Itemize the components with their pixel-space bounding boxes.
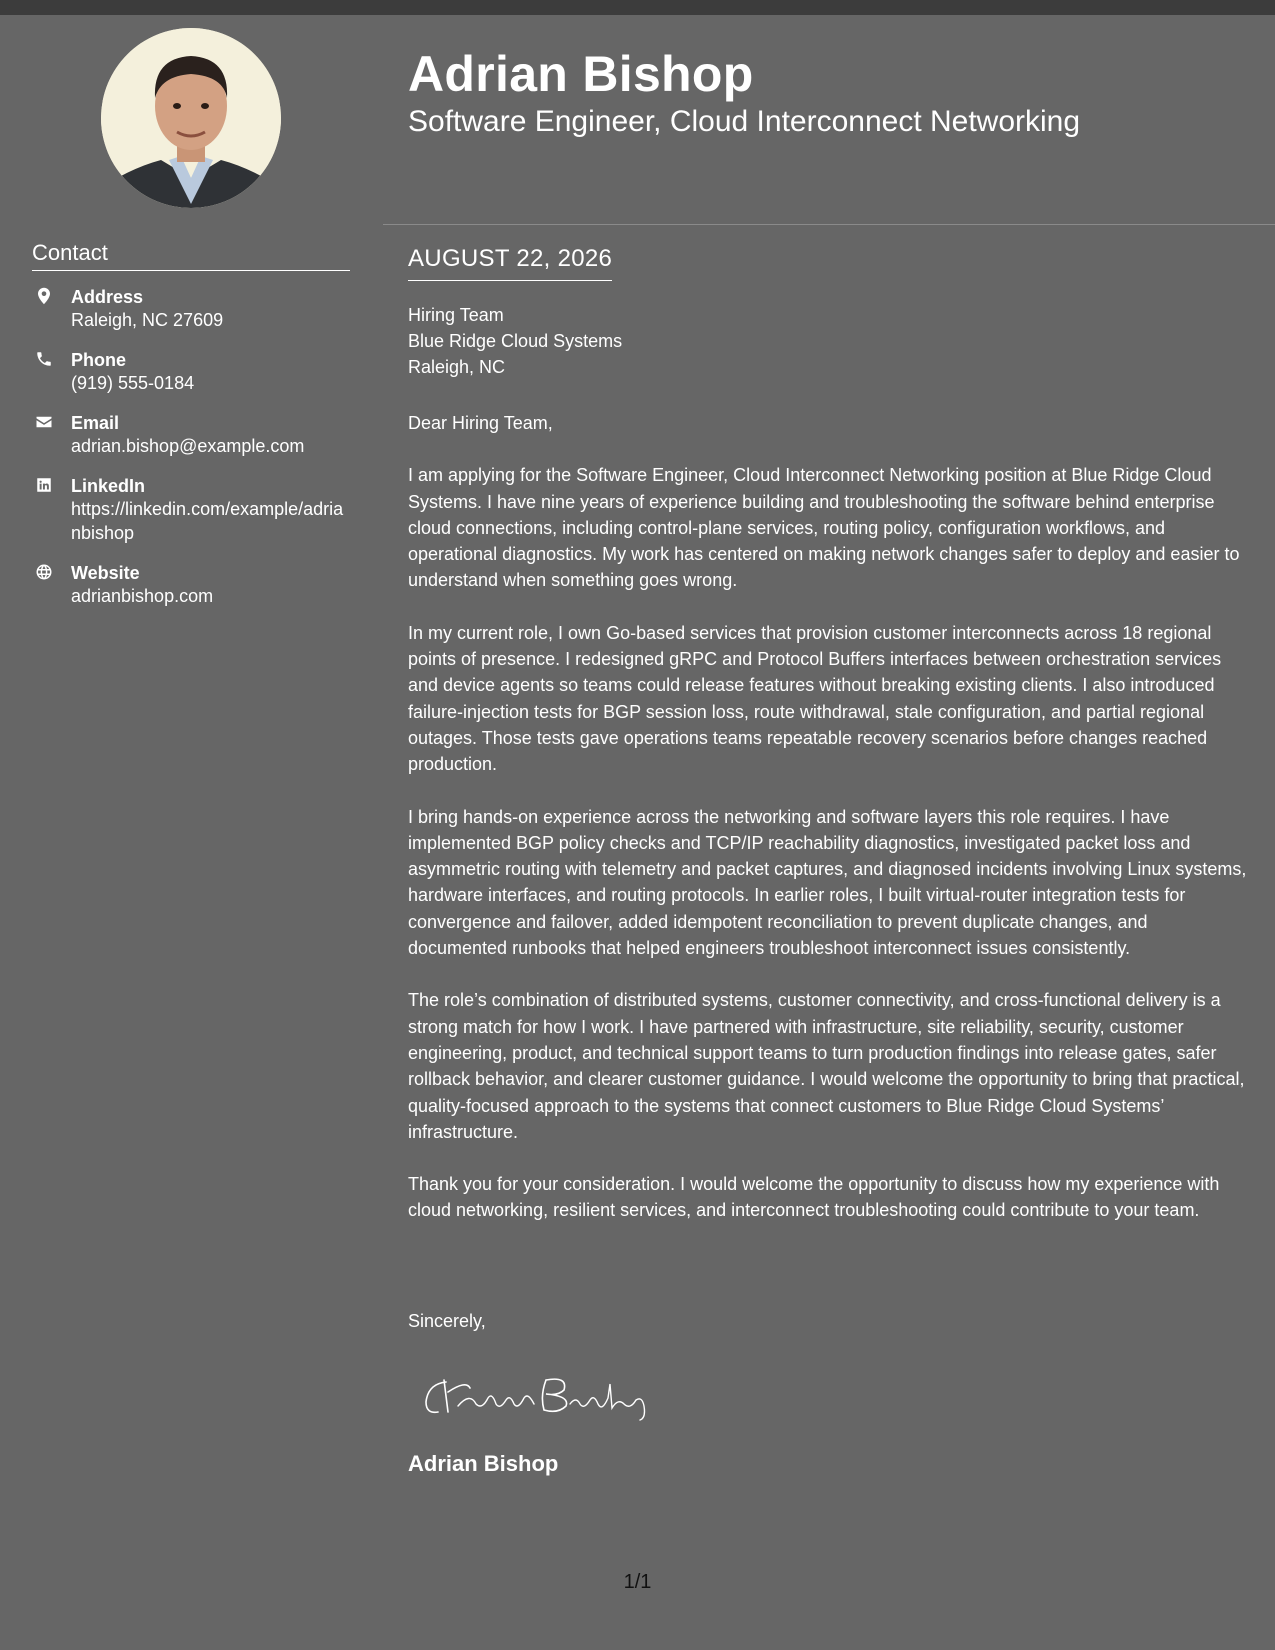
contact-list (32, 286, 362, 625)
recipient-line: Raleigh, NC (408, 357, 506, 377)
letter-date: AUGUST 22, 2026 (408, 244, 612, 281)
handwritten-signature (418, 1362, 658, 1422)
contact-address (32, 286, 362, 332)
contact-label: Phone (71, 350, 127, 370)
letter-paragraph: In my current role, I own Go-based services that provision customer interconnects across 18 regional points of presence. I redesigned gRPC and Protocol Buffers interfaces between orchestration services and device agents so teams could release features without breaking existing clients. I also introduced failure-injection tests for BGP session loss, route withdrawal, stale configuration, and partial regional outages. Those tests gave operations teams repeatable recovery scenarios before changes reached production. (408, 622, 1222, 775)
contact-label: Address (71, 287, 144, 307)
contact-label: Website (71, 563, 140, 583)
globe-icon (35, 563, 53, 581)
header-divider (383, 224, 1275, 225)
letter-closing: Sincerely, (408, 1311, 486, 1331)
contact-website (32, 562, 362, 608)
letter-body (408, 410, 1250, 1250)
letter-paragraph: Thank you for your consideration. I would welcome the opportunity to discuss how my experience with cloud networking, resilient services, and interconnect troubleshooting could contribute to your team. (408, 1174, 1220, 1221)
signer-name: Adrian Bishop (408, 1451, 559, 1476)
recipient-line: Hiring Team (408, 305, 504, 325)
letter-paragraph: The role’s combination of distributed systems, customer connectivity, and cross-functional delivery is a strong match for how I work. I have partnered with infrastructure, site reliability, security, customer engineering, product, and technical support teams to turn production findings into release gates, safer rollback behavior, and clearer customer guidance. I would welcome the opportunity to bring that practical, quality-focused approach to the systems that connect customers to Blue Ridge Cloud Systems’ infrastructure. (408, 990, 1245, 1142)
contact-value: (919) 555-0184 (71, 373, 195, 393)
candidate-name: Adrian Bishop (408, 46, 754, 102)
location-pin-icon (35, 287, 53, 305)
letter-paragraph: I am applying for the Software Engineer, Cloud Interconnect Networking position at Blue Ridge Cloud Systems. I have nine years of experience building and troubleshooting the software behind enterprise cloud connections, including control-plane services, routing policy, configuration workflows, and operational diagnostics. My work has centered on making network changes safer to deploy and easier to understand when something goes wrong. (408, 465, 1240, 591)
portrait-photo-icon (101, 28, 281, 208)
viewer-top-bar (0, 0, 1275, 15)
job-title: Software Engineer, Cloud Interconnect Networking (408, 105, 1081, 138)
profile-photo (101, 28, 281, 208)
linkedin-icon (35, 476, 53, 494)
contact-linkedin (32, 475, 362, 545)
contact-label: LinkedIn (71, 476, 146, 496)
contact-heading: Contact (32, 240, 350, 271)
letter-paragraph: I bring hands-on experience across the networking and software layers this role requires. I have implemented BGP policy checks and TCP/IP reachability diagnostics, investigated packet loss and asymmetric routing with telemetry and packet captures, and diagnosed incidents involving Linux systems, hardware interfaces, and routing protocols. In earlier roles, I built virtual-router integration tests for convergence and failover, added idempotent reconciliation to prevent duplicate changes, and documented runbooks that helped engineers troubleshoot interconnect issues consistently. (408, 806, 1247, 959)
envelope-icon (35, 413, 53, 431)
letter-greeting: Dear Hiring Team, (408, 413, 553, 433)
recipient-block (408, 302, 622, 380)
phone-icon (35, 350, 53, 368)
contact-value[interactable]: https://linkedin.com/example/adrianbishop (71, 499, 344, 543)
contact-email (32, 412, 362, 458)
contact-value: Raleigh, NC 27609 (71, 310, 224, 330)
contact-phone (32, 349, 362, 395)
contact-label: Email (71, 413, 120, 433)
contact-value[interactable]: adrianbishop.com (71, 586, 214, 606)
contact-value[interactable]: adrian.bishop@example.com (71, 436, 305, 456)
recipient-line: Blue Ridge Cloud Systems (408, 331, 623, 351)
page-number: 1/1 (623, 1571, 652, 1593)
